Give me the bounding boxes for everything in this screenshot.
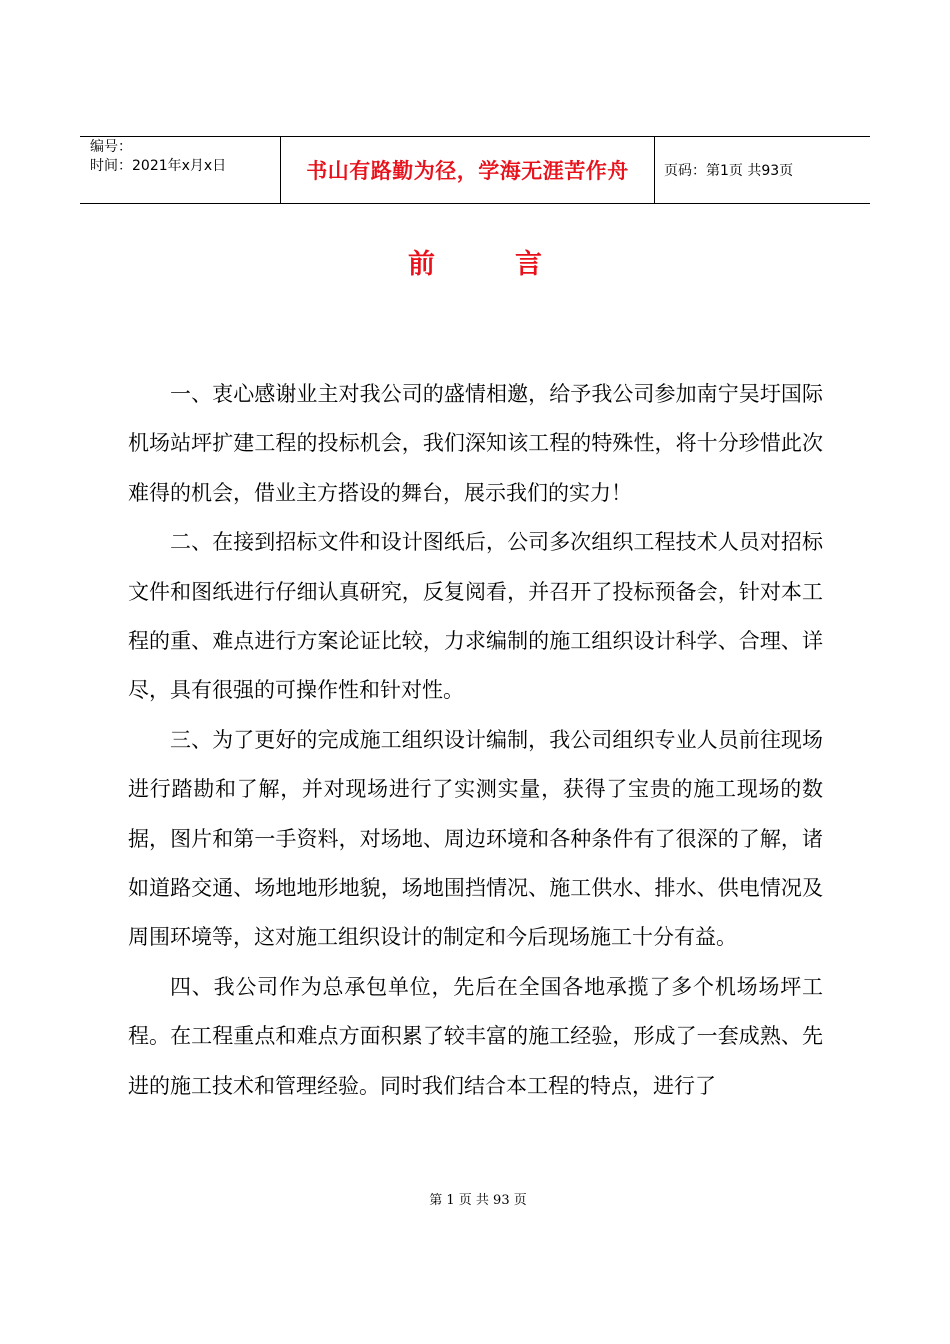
paragraph: 三、为了更好的完成施工组织设计编制，我公司组织专业人员前往现场进行踏勘和了解，并对现场进行了实测实量，获得了宝贵的施工现场的数据，图片和第一手资料，对场地、周边环境和各种条件有了很深的了解，诸如道路交通、场地地形地貌，场地围挡情况、施工供水、排水、供电情况及周围环境等，这对施工组织设计的制定和今后现场施工十分有益。 <box>128 727 823 950</box>
document-time-label: 时间：2021年x月x日 <box>90 158 227 174</box>
page-footer: 第 1 页 共 93 页 <box>429 1193 527 1208</box>
document-number-label: 编号： <box>90 139 132 155</box>
paragraph: 一、衷心感谢业主对我公司的盛情相邀，给予我公司参加南宁吴圩国际机场站坪扩建工程的投标机会，我们深知该工程的特殊性，将十分珍惜此次难得的机会，借业主方搭设的舞台，展示我们的实力！ <box>128 382 823 505</box>
header-motto-cell <box>281 137 655 203</box>
paragraph: 四、我公司作为总承包单位，先后在全国各地承揽了多个机场场坪工程。在工程重点和难点方面积累了较丰富的施工经验，形成了一套成熟、先进的施工技术和管理经验。同时我们结合本工程的特点，进行了 <box>128 974 823 1098</box>
header-motto: 书山有路勤为径，学海无涯苦作舟 <box>306 159 629 183</box>
header-page-info: 页码：第1页 共93页 <box>664 163 794 179</box>
document-header <box>80 136 870 204</box>
document-title: 前言 <box>408 249 622 280</box>
document-body <box>128 370 823 1111</box>
header-meta-cell <box>80 137 281 203</box>
header-page-cell <box>655 137 870 203</box>
paragraph: 二、在接到招标文件和设计图纸后，公司多次组织工程技术人员对招标文件和图纸进行仔细认真研究，反复阅看，并召开了投标预备会，针对本工程的重、难点进行方案论证比较，力求编制的施工组织设计科学、合理、详尽，具有很强的可操作性和针对性。 <box>128 530 823 703</box>
